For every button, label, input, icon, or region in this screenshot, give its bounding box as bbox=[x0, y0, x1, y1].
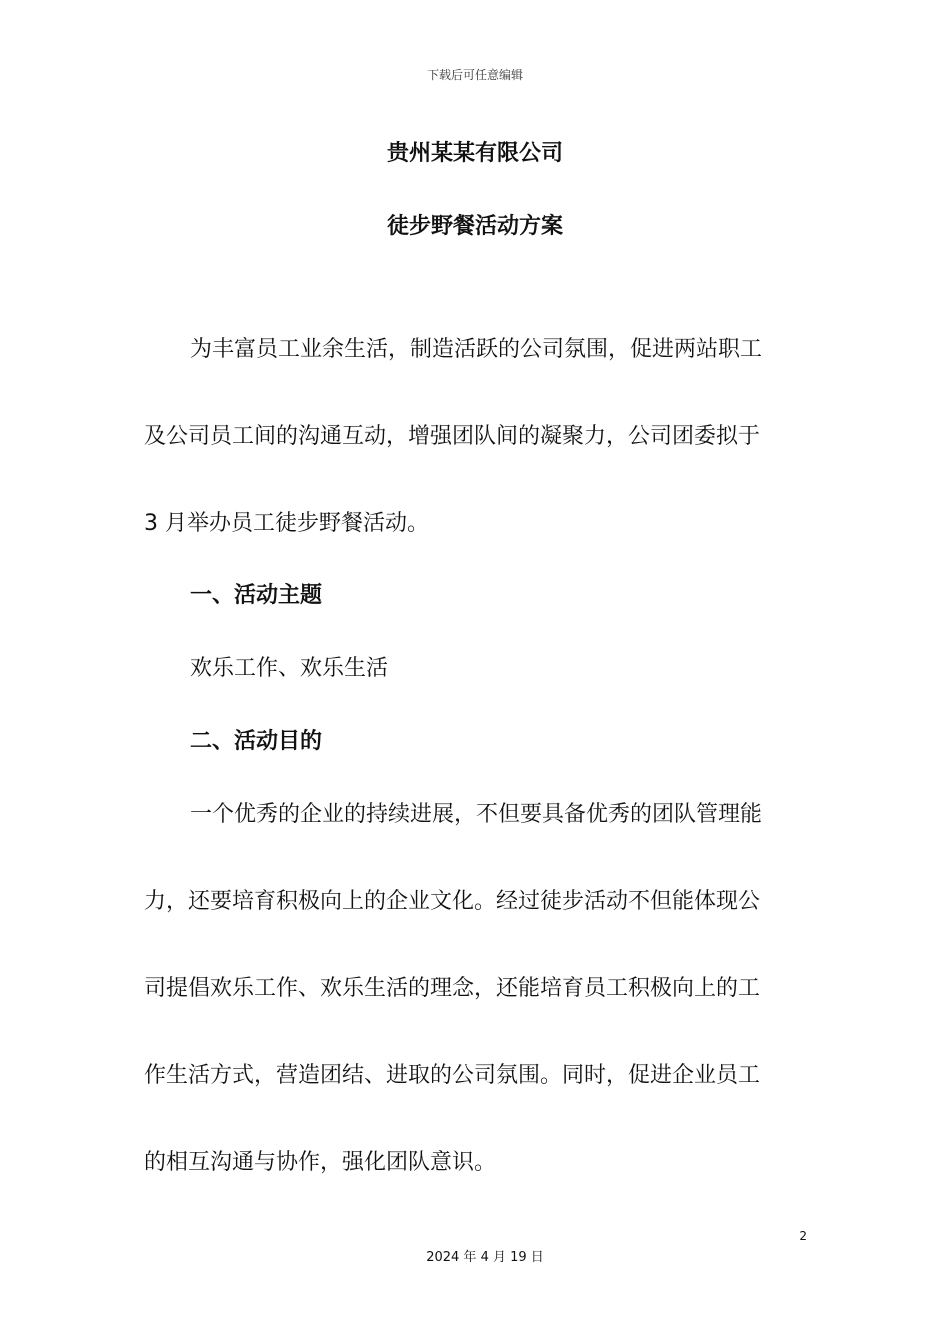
section-body-theme: 欢乐工作、欢乐生活 bbox=[190, 656, 389, 681]
page-header-note: 下载后可任意编辑 bbox=[426, 68, 523, 82]
document-title: 徒步野餐活动方案 bbox=[386, 214, 563, 239]
section-heading-theme: 一、活动主题 bbox=[190, 583, 323, 608]
purpose-line-2: 力，还要培育积极向上的企业文化。经过徒步活动不但能体现公 bbox=[144, 889, 761, 914]
intro-line-1: 为丰富员工业余生活，制造活跃的公司氛围，促进两站职工 bbox=[190, 337, 763, 362]
purpose-line-1: 一个优秀的企业的持续进展，不但要具备优秀的团队管理能 bbox=[190, 802, 763, 827]
intro-line-2: 及公司员工间的沟通互动，增强团队间的凝聚力，公司团委拟于 bbox=[144, 424, 761, 449]
purpose-line-3: 司提倡欢乐工作、欢乐生活的理念，还能培育员工积极向上的工 bbox=[144, 976, 761, 1001]
purpose-line-5: 的相互沟通与协作，强化团队意识。 bbox=[144, 1150, 497, 1175]
page-number: 2 bbox=[799, 1229, 807, 1243]
company-title: 贵州某某有限公司 bbox=[386, 141, 563, 166]
page-footer-date: 2024 年 4 月 19 日 bbox=[426, 1250, 544, 1265]
intro-line-3: 3 月举办员工徒步野餐活动。 bbox=[144, 511, 429, 536]
purpose-line-4: 作生活方式，营造团结、进取的公司氛围。同时，促进企业员工 bbox=[144, 1063, 761, 1088]
section-heading-purpose: 二、活动目的 bbox=[190, 729, 323, 754]
